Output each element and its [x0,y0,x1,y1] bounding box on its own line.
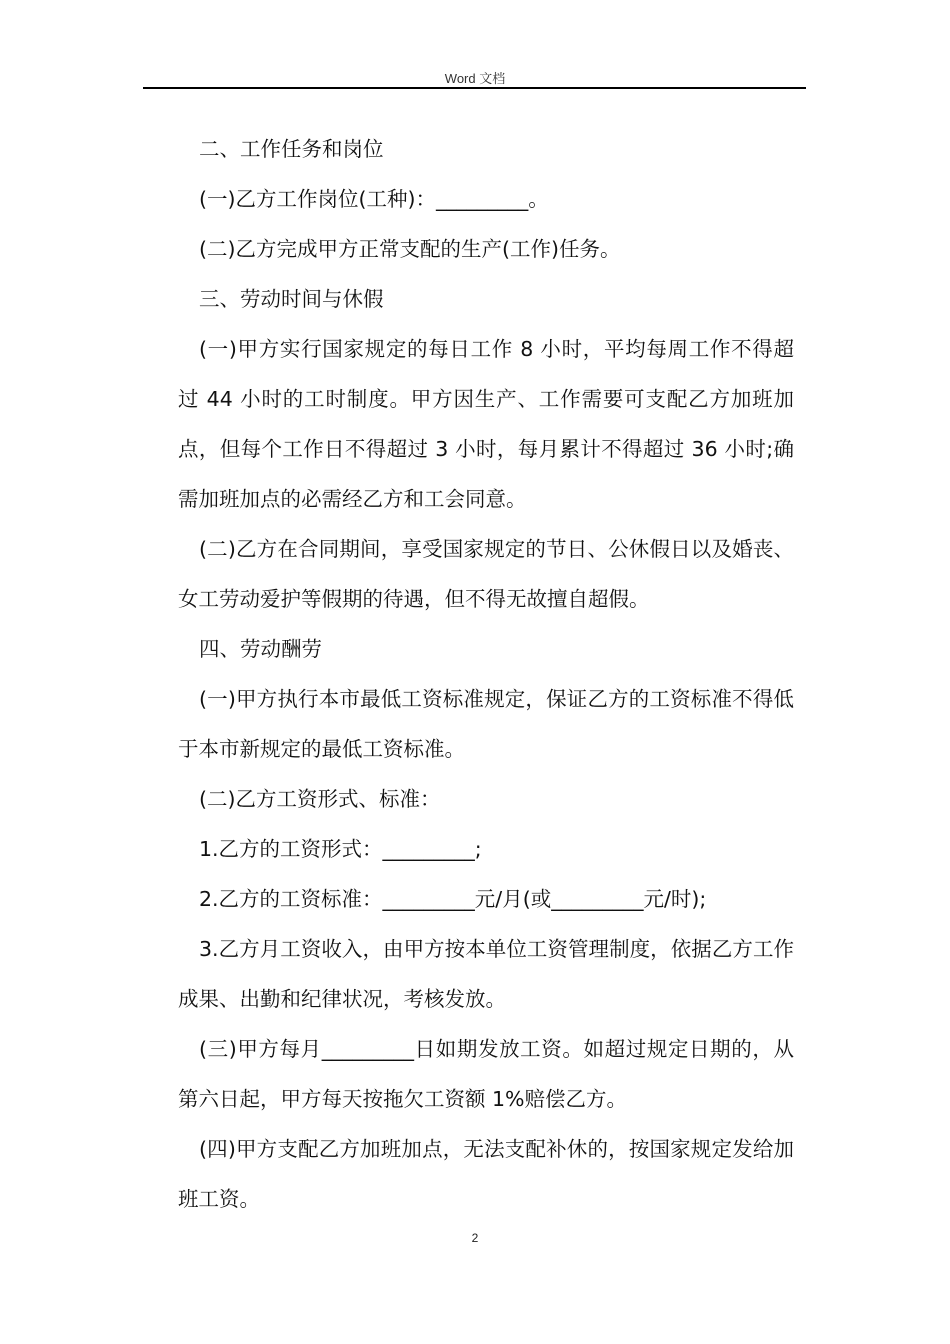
paragraph: (一)乙方工作岗位(工种)：_________。 [199,187,549,211]
document-header-title: Word 文档 [444,71,506,86]
paragraph: 3.乙方月工资收入，由甲方按本单位工资管理制度，依据乙方工作成果、出勤和纪律状况，考核发放。 [178,937,794,1011]
paragraph: 2.乙方的工资标准：_________元/月(或_________元/时); [199,887,707,911]
paragraph: (一)甲方实行国家规定的每日工作 8 小时，平均每周工作不得超过 44 小时的工时制度。甲方因生产、工作需要可支配乙方加班加点，但每个工作日不得超过 3 小时，每月累计不得超过 36 小时;确需加班加点的必需经乙方和工会同意。 [178,337,794,511]
paragraph: 1.乙方的工资形式：_________; [199,837,482,861]
header-rule [143,87,806,89]
section-heading: 三、劳动时间与休假 [199,287,384,311]
section-heading: 四、劳动酬劳 [199,637,322,661]
paragraph: (二)乙方工资形式、标准： [199,787,441,811]
paragraph: (二)乙方在合同期间，享受国家规定的节日、公休假日以及婚丧、女工劳动爱护等假期的待遇，但不得无故擅自超假。 [178,537,794,611]
section-heading: 二、工作任务和岗位 [199,137,384,161]
paragraph: (三)甲方每月_________日如期发放工资。如超过规定日期的，从第六日起，甲方每天按拖欠工资额 1%赔偿乙方。 [178,1037,794,1111]
paragraph: (四)甲方支配乙方加班加点，无法支配补休的，按国家规定发给加班工资。 [178,1137,794,1211]
document-body [178,124,794,1224]
paragraph: (二)乙方完成甲方正常支配的生产(工作)任务。 [199,237,621,261]
paragraph: (一)甲方执行本市最低工资标准规定，保证乙方的工资标准不得低于本市新规定的最低工资标准。 [178,687,794,761]
page-number: 2 [471,1231,479,1245]
